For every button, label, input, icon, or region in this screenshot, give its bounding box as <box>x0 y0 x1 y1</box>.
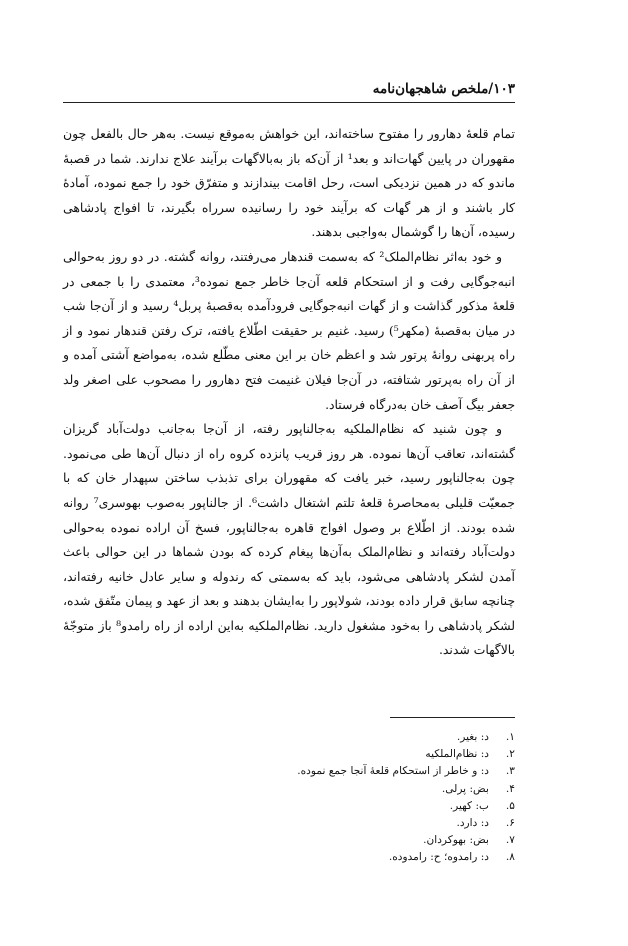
running-header: ۱۰۳/ملخص شاهجهان‌نامه <box>372 81 515 97</box>
footnote-number: ۶. <box>505 817 515 830</box>
footnote-text: د: رامدوه؛ ح: رامدوده. <box>388 851 489 864</box>
footnote-item <box>63 832 515 849</box>
footnote-text: بض: پرلی. <box>441 782 489 795</box>
footnote-number: ۲. <box>505 748 515 761</box>
footnote-number: ۳. <box>505 765 515 778</box>
footnote-number: ۷. <box>505 834 515 847</box>
footnote-item <box>63 746 515 763</box>
footnote-item <box>63 849 515 866</box>
footnote-number: ۱. <box>505 731 515 743</box>
paragraph: تمام قلعهٔ دهارور را مفتوح ساخته‌اند، این خواهش به‌موقع نیست. به‌هر حال بالفعل چون مقهوران در پایین گهات‌اند و بعد¹ از آن‌که باز به‌بالاگهات برآیند علاج ندارند. شما در قصبهٔ ماندو که در همین نزدیکی است، رحل اقامت بیندازند و متفرّق خود را جمع نموده، آمادهٔ کار باشند و از هر گهات که برآیند خود را رسانیده سرراه بگیرند، تا افواج پادشاهی رسیده، آن‌ها را گوشمال به‌واجبی بدهند. <box>63 126 515 240</box>
footnote-item <box>63 763 515 780</box>
footnotes-list <box>63 729 515 867</box>
paragraph: و چون شنید که نظام‌الملکیه به‌جالناپور رفته، از آن‌جا به‌جانب دولت‌آباد گریزان گشته‌اند، تعاقب آن‌ها نموده. هر روز قریب پانزده کروه راه از دنبال آن‌ها طی می‌نمود. چون به‌جالناپور رسید، خبر یافت که مقهوران برای تذبذب ساختن سپهدار خان که با جمعیّت قلیلی به‌محاصرهٔ قلعهٔ تلتم اشتغال داشت⁶. از جالناپور به‌صوب بهوسری⁷ روانه شده بودند. از اطّلاع بر وصول افواج قاهره به‌جالناپور، فسخ آن اراده نموده به‌حوالی دولت‌آباد رفته‌اند و نظام‌الملک به‌آن‌ها پیغام کرده که بودن شماها در این حوالی باعث آمدن لشکر پادشاهی می‌شود، باید که به‌سمتی که رندوله و سایر عادل خانیه رفته‌اند، چنانچه سابق قرار داده بودند، شولاپور را به‌ایشان بدهند و بعد از عهد و پیمان متّفق شده، لشکر پادشاهی را به‌خود مشغول دارید. نظام‌الملکیه به‌این اراده از راه رامدو⁸ باز متوجّهٔ بالاگهات شدند. <box>63 421 515 658</box>
footnote-item <box>63 815 515 832</box>
paragraph: و خود به‌اثر نظام‌الملک² که به‌سمت قندهار می‌رفتند، روانه گشته. در دو روز به‌حوالی انبه‌جوگایی رفت و از استحکام قلعه آن‌جا خاطر جمع نموده³، معتمدی را با جمعی در قلعهٔ مذکور گذاشت و از گهات انبه‌جوگایی فرودآمده به‌قصبهٔ پربل⁴ رسید و از آن‌جا شب در میان به‌قصبهٔ (مکهر⁵) رسید. غنیم بر حقیقت اطّلاع یافته، ترک رفتن قندهار نمود و از راه پربهنی روانهٔ پرتور شد و اعظم خان بر این معنی مطّلع شده، به‌مواضع آشتی آمده و از آن راه به‌پرتور شتافته، در آن‌جا فیلان غنیمت فتح دهارور را مصحوب علی اصغر ولد جعفر بیگ آصف خان به‌درگاه فرستاد. <box>63 248 515 412</box>
main-text <box>63 122 515 663</box>
footnote-number: ۵. <box>505 799 515 812</box>
footnote-text: ب: کهیر. <box>449 799 489 812</box>
footnote-rule <box>390 717 515 718</box>
header-rule <box>63 102 515 103</box>
footnote-item <box>63 729 515 746</box>
footnote-item <box>63 798 515 815</box>
footnote-text: د: دارد. <box>456 817 489 830</box>
footnote-text: د: و خاطر از استحکام قلعهٔ آنجا جمع نموده. <box>297 765 489 778</box>
footnote-text: د: نظام‌الملکیه <box>425 748 489 761</box>
footnote-number: ۸. <box>505 851 515 864</box>
footnote-text: بض: بهوکردان. <box>423 834 489 847</box>
footnote-item <box>63 781 515 798</box>
footnote-text: د: بغیر. <box>456 731 489 743</box>
footnote-number: ۴. <box>505 782 515 795</box>
